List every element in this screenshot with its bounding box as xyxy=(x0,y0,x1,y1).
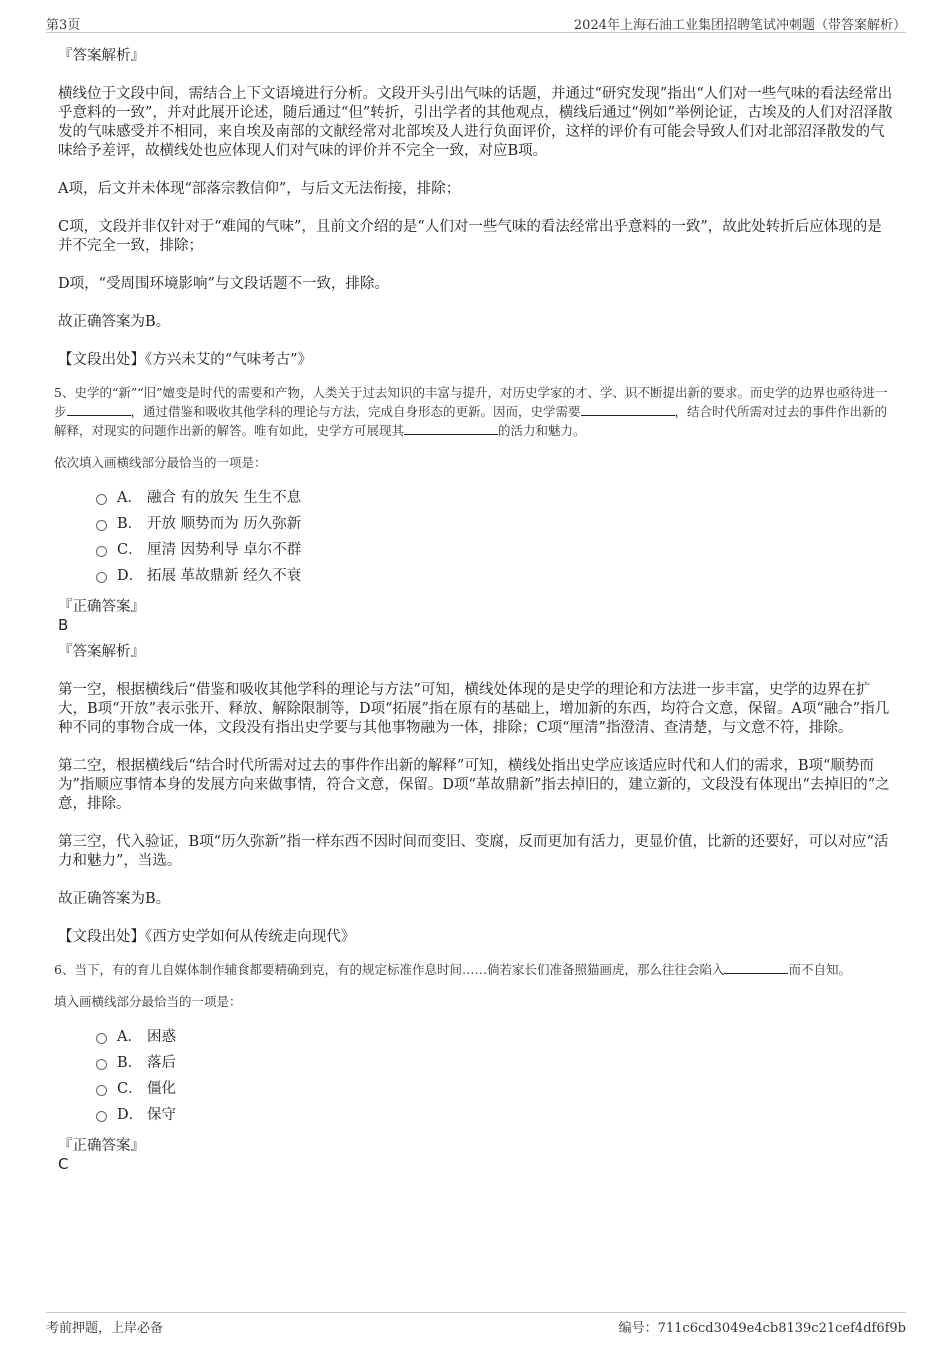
q5-options xyxy=(96,485,894,589)
q5-analysis-blank-3: 第三空，代入验证，B项“历久弥新”指一样东西不因时间而变旧、变腐，反而更加有活力，更显价值，比新的还要好，可以对应“活力和魅力”，当选。 xyxy=(58,834,889,869)
radio-icon[interactable] xyxy=(96,1033,107,1044)
q5-option-d[interactable]: D． 拓展 革故鼎新 经久不衰 xyxy=(96,563,894,589)
q4-option-a-analysis: A项，后文并未体现“部落宗教信仰”，与后文无法衔接，排除； xyxy=(58,181,461,197)
q6-option-d[interactable]: D． 保守 xyxy=(96,1102,894,1128)
q4-analysis-para: 横线位于文段中间，需结合上下文语境进行分析。文段开头引出气味的话题，并通过“研究发现”指出“人们对一些气味的看法经常出乎意料的一致”，并对此展开论述，随后通过“但”转折，引出学者的其他观点，横线后通过“例如”举例论证，古埃及的人们对沼泽散发的气味感受并不相同，来自埃及南部的文献经常对北部埃及人进行负面评价，这样的评价有可能会导致人们对北部沼泽散发的气味给予差评，故横线处也应体现人们对气味的评价并不完全一致，对应B项。 xyxy=(58,86,893,159)
q5-blank-2 xyxy=(581,403,675,416)
q6-blank-1 xyxy=(724,961,788,974)
q4-option-d-analysis: D项，“受周围环境影响”与文段话题不一致，排除。 xyxy=(58,276,389,292)
q6-option-c[interactable]: C． 僵化 xyxy=(96,1076,894,1102)
page-content xyxy=(54,46,894,1173)
q4-option-c-analysis: C项，文段并非仅针对于“难闻的气味”，且前文介绍的是“人们对一些气味的看法经常出乎意料的一致”，故此处转折后应体现的是并不完全一致，排除； xyxy=(58,219,882,254)
footer-slogan: 考前押题，上岸必备 xyxy=(46,1321,164,1336)
radio-icon[interactable] xyxy=(96,572,107,583)
q6-option-b[interactable]: B． 落后 xyxy=(96,1050,894,1076)
q6-prompt: 填入画横线部分最恰当的一项是： xyxy=(54,994,242,1009)
q6-options xyxy=(96,1024,894,1128)
q5-analysis-blank-2: 第二空，根据横线后“结合时代所需对过去的事件作出新的解释”可知，横线处指出史学应该适应时代和人们的需求，B项“顺势而为”指顺应事情本身的发展方向来做事情，符合文意，保留。D项“革故鼎新”指去掉旧的，建立新的，文段没有体现出“去掉旧的”之意，排除。 xyxy=(58,758,890,812)
q5-source: 【文段出处】《西方史学如何从传统走向现代》 xyxy=(58,929,356,945)
q5-option-a[interactable]: A． 融合 有的放矢 生生不息 xyxy=(96,485,894,511)
page-number: 第3页 xyxy=(46,18,81,33)
q4-source: 【文段出处】《方兴未艾的“气味考古”》 xyxy=(58,352,313,368)
q6-answer-label: 『正确答案』 xyxy=(58,1138,145,1154)
radio-icon[interactable] xyxy=(96,1059,107,1070)
q6-answer: C xyxy=(58,1155,69,1173)
radio-icon[interactable] xyxy=(96,520,107,531)
radio-icon[interactable] xyxy=(96,1111,107,1122)
document-title: 2024年上海石油工业集团招聘笔试冲刺题（带答案解析） xyxy=(573,18,906,33)
q5-answer: B xyxy=(58,616,69,634)
q5-prompt: 依次填入画横线部分最恰当的一项是： xyxy=(54,455,267,470)
q4-analysis-label: 『答案解析』 xyxy=(58,48,145,64)
q6-option-a[interactable]: A． 困惑 xyxy=(96,1024,894,1050)
q5-analysis-label: 『答案解析』 xyxy=(58,644,145,660)
q5-option-c[interactable]: C． 厘清 因势利导 卓尔不群 xyxy=(96,537,894,563)
radio-icon[interactable] xyxy=(96,546,107,557)
q5-answer-label: 『正确答案』 xyxy=(58,599,145,615)
q5-question-text: 5、史学的“新”“旧”嬗变是时代的需要和产物，人类关于过去知识的丰富与提升，对历史学家的才、学、识不断提出新的要求。而史学的边界也亟待进一步 ，通过借鉴和吸收其他学科的理论与方法，完成自身形态的更新。因而，史学需要 ，结合时代所需对过去的事件作出新的解释，对现实的问题作出新的解答。唯有如此，史学方可展现其 的活力和魅力。 xyxy=(54,385,888,438)
page-footer xyxy=(46,1312,906,1335)
q5-option-b[interactable]: B． 开放 顺势而为 历久弥新 xyxy=(96,511,894,537)
q5-conclusion: 故正确答案为B。 xyxy=(58,891,171,907)
radio-icon[interactable] xyxy=(96,494,107,505)
q6-question-text: 6、当下，有的育儿自媒体制作辅食都要精确到克，有的规定标准作息时间……倘若家长们准备照猫画虎，那么往往会陷入 而不自知。 xyxy=(54,962,851,977)
q5-analysis-blank-1: 第一空，根据横线后“借鉴和吸收其他学科的理论与方法”可知，横线处体现的是史学的理论和方法进一步丰富，史学的边界在扩大，B项“开放”表示张开、释放、解除限制等，D项“拓展”指在原有的基础上，增加新的东西，均符合文意，保留。A项“融合”指几种不同的事物合成一体，文段没有指出史学要与其他事物融为一体，排除；C项“厘清”指澄清、查清楚，与文意不符，排除。 xyxy=(58,682,890,736)
document-id: 编号：711c6cd3049e4cb8139c21cef4df6f9b xyxy=(618,1321,906,1336)
q4-conclusion: 故正确答案为B。 xyxy=(58,314,171,330)
q5-blank-3 xyxy=(404,422,498,435)
page-header xyxy=(46,14,906,33)
radio-icon[interactable] xyxy=(96,1085,107,1096)
q5-blank-1 xyxy=(67,403,131,416)
